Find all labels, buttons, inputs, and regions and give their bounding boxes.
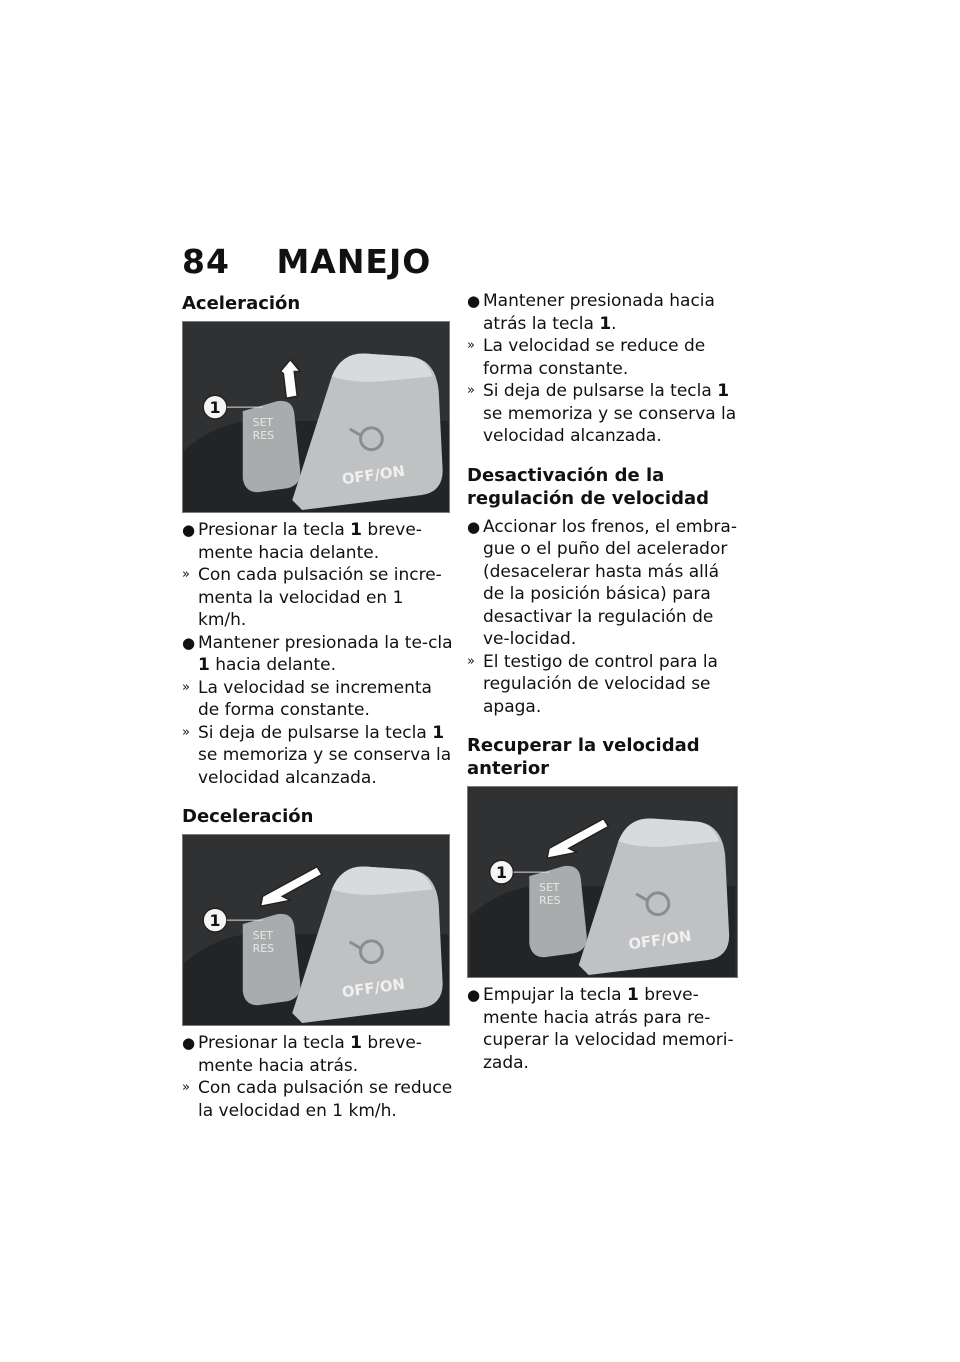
right-column [467,290,742,1082]
callout-1-label: 1 [209,911,221,931]
left-column [182,292,457,1130]
figure-recuperar [467,786,738,978]
offon-label: OFF/ON [340,462,406,489]
set-label: SET [252,415,274,429]
steps-deceleracion [182,1032,457,1122]
step: » La velocidad se reduce de forma constante. [467,336,706,379]
heading-aceleracion: Aceleración [182,293,301,314]
step: ● Mantener presionada la te-cla 1 hacia delante. [182,632,453,675]
step: ● Presionar la tecla 1 breve-mente hacia delante. [182,520,422,563]
res-label: RES [539,893,561,907]
offon-label: OFF/ON [340,975,406,1002]
callout-1-label: 1 [209,398,221,418]
figure-aceleracion [182,321,450,513]
res-label: RES [252,428,275,442]
steps-deceleracion-cont [467,290,742,448]
step: » Si deja de pulsarse la tecla 1 se memoriza y se conserva la velocidad alcanzada. [182,722,452,788]
set-label: SET [539,880,560,894]
steps-recuperar [467,984,742,1074]
set-label: SET [252,928,274,942]
step: » Con cada pulsación se incre-menta la velocidad en 1 km/h. [182,565,442,630]
page-number: 84 [182,242,230,281]
step: » La velocidad se incrementa de forma constante. [182,677,432,720]
step: ● Presionar la tecla 1 breve-mente hacia atrás. [182,1033,422,1076]
heading-recuperar: Recuperar la velocidad anterior [467,735,700,779]
switch-illustration-down [183,835,449,1025]
step: » Con cada pulsación se reduce la velocidad en 1 km/h. [182,1078,453,1121]
step: ● Accionar los frenos, el embra-gue o el puño del acelerador (desacelerar hasta más allá de la posición básica) para desactivar la regulación de ve-locidad. [467,516,737,649]
heading-deceleracion: Deceleración [182,806,314,827]
switch-illustration-up [183,322,449,512]
callout-1-label: 1 [496,863,508,883]
offon-label: OFF/ON [627,927,693,954]
steps-desactivacion [467,516,742,719]
figure-deceleracion [182,834,450,1026]
heading-desactivacion: Desactivación de la regulación de velocidad [467,464,709,509]
step: » Si deja de pulsarse la tecla 1 se memoriza y se conserva la velocidad alcanzada. [467,381,737,446]
page-header [182,242,431,281]
switch-illustration-back [468,787,737,977]
res-label: RES [252,941,275,955]
steps-aceleracion [182,519,457,789]
step: ● Mantener presionada hacia atrás la tecla 1. [467,291,715,334]
step: ● Empujar la tecla 1 breve-mente hacia atrás para re-cuperar la velocidad memori-zada. [467,985,734,1073]
chapter-title: MANEJO [276,242,432,281]
step: » El testigo de control para la regulación de velocidad se apaga. [467,651,718,717]
